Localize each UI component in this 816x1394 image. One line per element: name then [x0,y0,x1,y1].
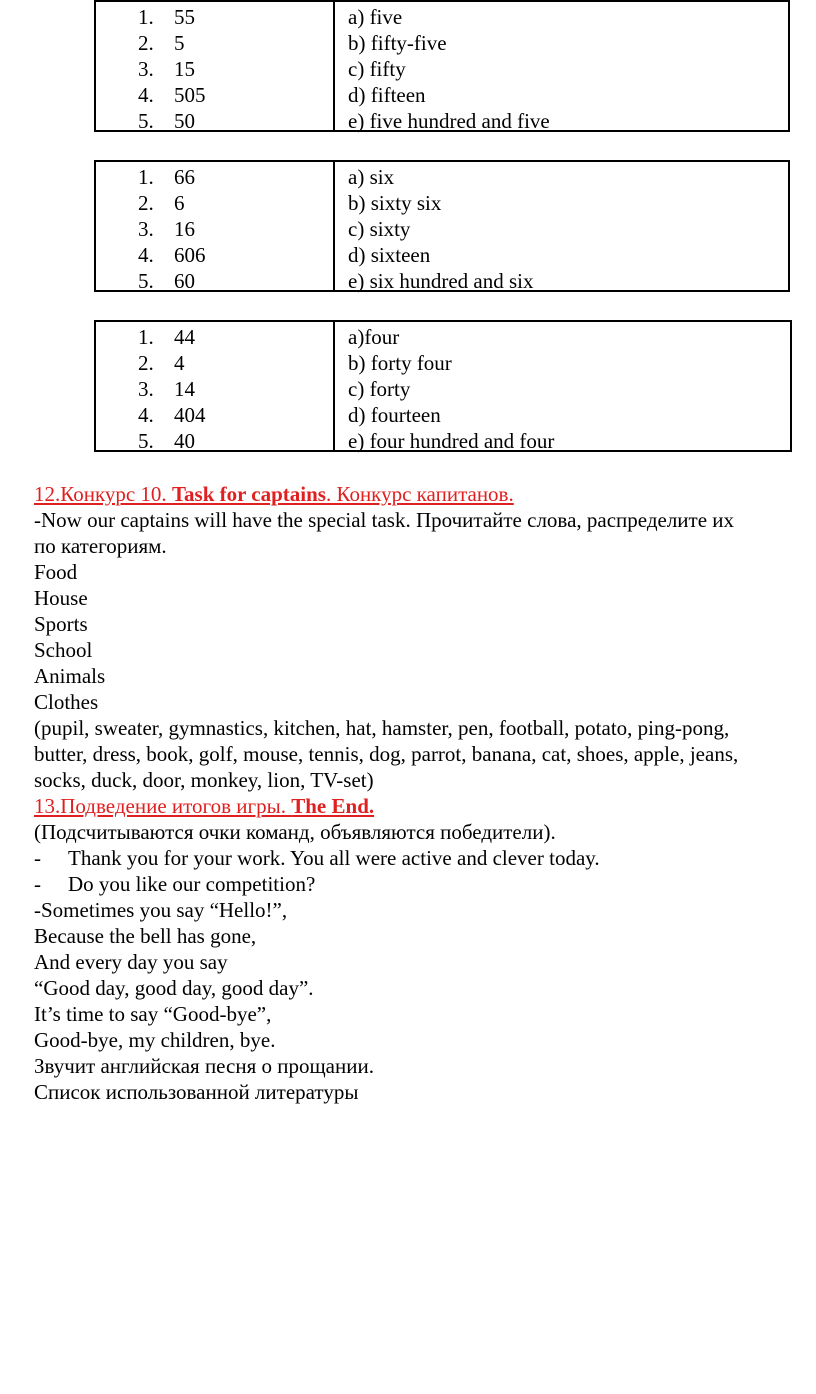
category-sports: Sports [34,612,88,636]
table-row [96,4,788,30]
row-option: a) five [348,5,403,29]
poem-line: Because the bell has gone, [34,924,257,948]
row-numeral: 505 [174,83,206,107]
references-heading: Список использованной литературы [34,1080,359,1104]
bullet-item [0,845,816,871]
row-number: 3. [138,217,154,241]
section-13-note: (Подсчитываются очки команд, объявляются победители). [34,820,556,844]
category-food: Food [34,560,78,584]
row-numeral: 4 [174,351,185,375]
category-house: House [34,586,88,610]
row-numeral: 55 [174,5,195,29]
section-12-intro: -Now our captains will have the special task. Прочитайте слова, распределите их [34,508,735,532]
section-12-bold: Task for captains [171,482,326,506]
row-numeral: 6 [174,191,185,215]
table-row [96,216,788,242]
poem-line: “Good day, good day, good day”. [34,976,314,1000]
section-12-suffix: . Конкурс капитанов. [325,482,514,506]
matching-table-1 [94,0,790,132]
table-row [96,428,790,454]
row-numeral: 44 [174,325,195,349]
row-option: d) sixteen [348,243,431,267]
row-number: 4. [138,83,154,107]
table-row [96,324,790,350]
category-animals: Animals [34,664,106,688]
category-clothes: Clothes [34,690,99,714]
row-option: b) forty four [348,351,452,375]
row-numeral: 66 [174,165,195,189]
row-option: b) fifty-five [348,31,447,55]
table-row [96,108,788,134]
row-option: c) forty [348,377,411,401]
word-list-line-1: (pupil, sweater, gymnastics, kitchen, hat, hamster, pen, football, potato, ping-pong, [34,716,730,740]
row-option: e) five hundred and five [348,109,550,133]
dash-marker: - [34,846,41,870]
table-row [96,402,790,428]
category-school: School [34,638,93,662]
table-row [96,190,788,216]
section-12-intro-cont: по категориям. [34,534,167,558]
row-number: 5. [138,429,154,453]
row-number: 3. [138,57,154,81]
table-row [96,56,788,82]
row-option: b) sixty six [348,191,442,215]
row-number: 4. [138,403,154,427]
row-number: 3. [138,377,154,401]
table-row [96,268,788,294]
row-option: a) six [348,165,395,189]
row-numeral: 40 [174,429,195,453]
song-note: Звучит английская песня о прощании. [34,1054,374,1078]
row-number: 2. [138,191,154,215]
bullet-text: Do you like our competition? [68,872,316,896]
row-numeral: 15 [174,57,195,81]
table-row [96,164,788,190]
dash-marker: - [34,872,41,896]
row-option: e) four hundred and four [348,429,555,453]
poem-line: -Sometimes you say “Hello!”, [34,898,288,922]
row-numeral: 404 [174,403,206,427]
word-list-line-2: butter, dress, book, golf, mouse, tennis, dog, parrot, banana, cat, shoes, apple, jeans, [34,742,739,766]
row-numeral: 16 [174,217,195,241]
section-12-prefix: 12.Конкурс 10. [34,482,172,506]
section-13-prefix: 13.Подведение итогов игры. [34,794,292,818]
row-number: 1. [138,165,154,189]
row-option: c) fifty [348,57,406,81]
section-12-heading [34,481,514,507]
row-number: 5. [138,269,154,293]
row-number: 2. [138,351,154,375]
row-option: d) fourteen [348,403,441,427]
bullet-text: Thank you for your work. You all were active and clever today. [68,846,600,870]
row-option: e) six hundred and six [348,269,534,293]
row-numeral: 5 [174,31,185,55]
row-numeral: 606 [174,243,206,267]
row-option: d) fifteen [348,83,426,107]
table-row [96,82,788,108]
table-row [96,376,790,402]
row-number: 1. [138,5,154,29]
matching-table-2 [94,160,790,292]
table-row [96,30,788,56]
poem-line: It’s time to say “Good-bye”, [34,1002,272,1026]
row-numeral: 60 [174,269,195,293]
row-numeral: 14 [174,377,195,401]
poem-line: Good-bye, my children, bye. [34,1028,276,1052]
row-number: 4. [138,243,154,267]
table-row [96,242,788,268]
poem-line: And every day you say [34,950,228,974]
row-number: 1. [138,325,154,349]
table-row [96,350,790,376]
matching-table-3 [94,320,792,452]
row-option: a)four [348,325,400,349]
row-number: 2. [138,31,154,55]
row-option: c) sixty [348,217,411,241]
section-13-bold: The End. [291,794,375,818]
word-list-line-3: socks, duck, door, monkey, lion, TV-set) [34,768,374,792]
row-number: 5. [138,109,154,133]
row-numeral: 50 [174,109,195,133]
section-13-heading [34,793,374,819]
bullet-item [0,871,816,897]
